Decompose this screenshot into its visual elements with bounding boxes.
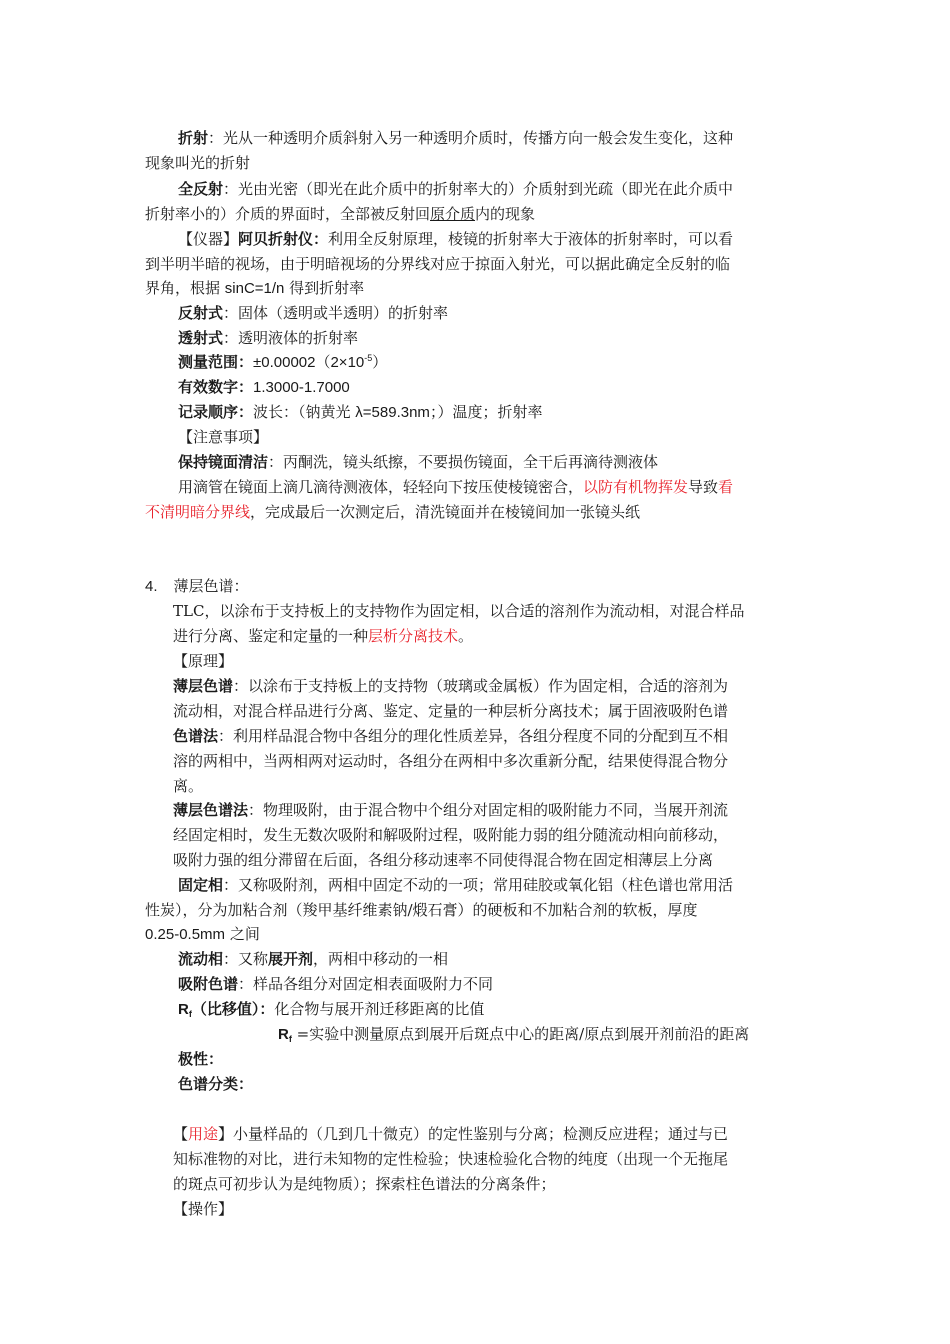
rf-subscript: f (188, 1009, 192, 1019)
rf-formula: =实验中测量原点到展开后斑点中心的距离/原点到展开剂前沿的距离 (291, 1025, 750, 1043)
keep-clean-colon: ： (268, 453, 284, 471)
total-reflection-line-1 (178, 177, 733, 201)
tlc-method-def-2: 经固定相时，发生无数次吸附和解吸附过程，吸附能力弱的组分随流动相向前移动， (173, 826, 729, 844)
tlc-intro-2a: 进行分离、鉴定和定量的一种 (173, 627, 369, 645)
instrument-line-3 (145, 276, 364, 300)
total-reflection-colon: ： (223, 180, 239, 198)
refraction-colon: ： (208, 129, 224, 147)
record-order-label: 记录顺序： (178, 403, 254, 421)
usage-text-2b: ，完成最后一次测定后，清洗镜面并在棱镜间加一张镜头纸 (250, 503, 641, 521)
stationary-def-1: ：又称吸附剂，两相中固定不动的一项；常用硅胶或氧化铝（柱色谱也常用活 (223, 876, 734, 894)
sig-digits-value: 1.3000-1.7000 (253, 379, 350, 396)
stationary-def-2: 性炭），分为加粘合剂（羧甲基纤维素钠/煅石膏）的硬板和不加粘合剂的软板，厚度 (145, 901, 698, 919)
stationary-thickness: 0.25-0.5mm (145, 926, 226, 943)
record-order-value-a: 波长：（钠黄光 (253, 403, 356, 421)
instrument-text-3c: 得到折射率 (284, 279, 365, 297)
polarity-line (178, 1047, 223, 1071)
mobile-def-c: ，两相中移动的一相 (313, 950, 449, 968)
sig-digits-line (178, 375, 350, 399)
mobile-label: 流动相 (178, 950, 224, 968)
notes-heading-line (178, 425, 268, 449)
instrument-text-1: 利用全反射原理，棱镜的折射率大于液体的折射率时，可以看 (328, 230, 734, 248)
usage-highlight-1: 以防有机物挥发 (583, 478, 689, 496)
usage-highlight-2: 看 (718, 478, 734, 496)
tlc-title: 薄层色谱： (173, 577, 249, 595)
tlc-method-line-1 (173, 798, 728, 822)
use-close: 】 (218, 1125, 234, 1143)
stationary-line-1 (178, 873, 733, 897)
transmissive-colon: ： (223, 329, 239, 347)
total-reflection-line-2 (145, 202, 535, 226)
measure-range-close: ） (372, 353, 388, 371)
classification-label: 色谱分类： (178, 1075, 254, 1093)
rf-label: （比移值）： (191, 1000, 275, 1018)
tlc-number: 4. (145, 578, 158, 595)
stationary-label: 固定相 (178, 876, 224, 894)
reflective-label: 反射式 (178, 304, 224, 322)
chrom-def-line-2 (173, 749, 728, 773)
chrom-def-3: 离。 (173, 777, 204, 795)
tlc-method-def-1: ：物理吸附，由于混合物中个组分对固定相的吸附能力不同，当展开剂流 (248, 801, 729, 819)
rf-formula-symbol: R (278, 1026, 289, 1043)
instrument-line-2 (145, 252, 730, 276)
measure-range-value: ±0.00002（2×10 (253, 354, 365, 371)
measure-range-label: 测量范围： (178, 353, 254, 371)
classification-line (178, 1072, 253, 1096)
chrom-label: 色谱法 (173, 727, 219, 745)
keep-clean-label: 保持镜面清洁 (178, 453, 269, 471)
sig-digits-label: 有效数字： (178, 378, 254, 396)
instrument-text-3a: 界角，根据 (145, 279, 225, 297)
adsorption-label: 吸附色谱 (178, 975, 239, 993)
rf-line (178, 997, 484, 1021)
usage-highlight-3: 不清明暗分界线 (145, 503, 251, 521)
chrom-def-line-1 (173, 724, 728, 748)
use-line-3 (173, 1172, 556, 1196)
tlc-def-1: ：以涂布于支持板上的支持物（玻璃或金属板）作为固定相，合适的溶剂为 (233, 677, 729, 695)
total-reflection-def-2c: 内的现象 (475, 205, 536, 223)
record-order-line (178, 400, 542, 424)
keep-clean-line (178, 450, 658, 474)
tlc-label: 薄层色谱 (173, 677, 234, 695)
transmissive-line (178, 326, 358, 350)
transmissive-value: 透明液体的折射率 (238, 329, 359, 347)
tlc-method-def-3: 吸附力强的组分滞留在后面，各组分移动速率不同使得混合物在固定相薄层上分离 (173, 851, 714, 869)
refraction-term: 折射 (178, 129, 209, 147)
tlc-intro-line-1 (173, 599, 744, 623)
use-word: 用途 (188, 1125, 219, 1143)
usage-line-2 (145, 500, 640, 524)
reflective-colon: ： (223, 304, 239, 322)
tlc-method-line-3 (173, 848, 713, 872)
tlc-intro-2c: 。 (458, 627, 474, 645)
mobile-def-a: ：又称 (223, 950, 269, 968)
stationary-line-3 (145, 922, 260, 946)
tlc-intro-highlight: 层析分离技术 (368, 627, 459, 645)
tlc-intro-1: TLC，以涂布于支持板上的支持物作为固定相，以合适的溶剂作为流动相，对混合样品 (173, 602, 745, 620)
principle-heading: 【原理】 (173, 652, 234, 670)
stationary-def-3b: 之间 (225, 925, 260, 943)
use-line-1 (173, 1122, 728, 1146)
instrument-text-2: 到半明半暗的视场，由于明暗视场的分界线对应于掠面入射光，可以据此确定全反射的临 (145, 255, 731, 273)
chrom-def-2: 溶的两相中，当两相两对运动时，各组分在两相中多次重新分配，结果使得混合物分 (173, 752, 729, 770)
use-line-2 (173, 1147, 728, 1171)
tlc-method-line-2 (173, 823, 728, 847)
instrument-line-1 (178, 227, 733, 251)
measure-range-line (178, 350, 387, 374)
use-text-2: 知标准物的对比，进行未知物的定性检验；快速检验化合物的纯度（出现一个无拖尾 (173, 1150, 729, 1168)
rf-formula-line (278, 1022, 749, 1046)
usage-text-1c: 导致 (688, 478, 719, 496)
mobile-line (178, 947, 448, 971)
measure-range-exponent: -5 (364, 353, 373, 363)
tlc-method-label: 薄层色谱法 (173, 801, 249, 819)
instrument-name: 阿贝折射仪： (238, 230, 329, 248)
reflective-value: 固体（透明或半透明）的折射率 (238, 304, 449, 322)
usage-text-1a: 用滴管在镜面上滴几滴待测液体，轻轻向下按压使棱镜密合， (178, 478, 584, 496)
use-text-1: 小量样品的（几到几十微克）的定性鉴别与分离；检测反应进程；通过与已 (233, 1125, 729, 1143)
original-medium-link[interactable]: 原介质 (430, 205, 476, 223)
record-order-value-c: ；）温度；折射率 (429, 403, 543, 421)
operation-heading: 【操作】 (173, 1200, 234, 1218)
mobile-def-b: 展开剂 (268, 950, 314, 968)
instrument-formula: sinC=1/n (224, 280, 285, 297)
refraction-def-1: 光从一种透明介质斜射入另一种透明介质时，传播方向一般会发生变化，这种 (223, 129, 734, 147)
stationary-line-2 (145, 898, 698, 922)
record-order-wavelength: λ=589.3nm (355, 404, 430, 421)
total-reflection-def-2a: 折射率小的）介质的界面时，全部被反射回 (145, 205, 431, 223)
operation-heading-line (173, 1197, 233, 1221)
transmissive-label: 透射式 (178, 329, 224, 347)
rf-def: 化合物与展开剂迁移距离的比值 (274, 1000, 485, 1018)
refraction-line-2 (145, 151, 250, 175)
notes-heading: 【注意事项】 (178, 428, 269, 446)
polarity-label: 极性： (178, 1050, 224, 1068)
total-reflection-def-1: 光由光密（即光在此介质中的折射率大的）介质射到光疏（即光在此介质中 (238, 180, 734, 198)
chrom-def-1: ：利用样品混合物中各组分的理化性质差异，各组分程度不同的分配到互不相 (218, 727, 729, 745)
principle-heading-line (173, 649, 233, 673)
total-reflection-term: 全反射 (178, 180, 224, 198)
refraction-line-1 (178, 126, 733, 150)
use-open: 【 (173, 1125, 189, 1143)
reflective-line (178, 301, 448, 325)
rf-symbol: R (178, 1001, 189, 1018)
tlc-def-2: 流动相，对混合样品进行分离、鉴定、定量的一种层析分离技术；属于固液吸附色谱 (173, 702, 729, 720)
refraction-def-2: 现象叫光的折射 (145, 154, 251, 172)
usage-line-1 (178, 475, 733, 499)
tlc-def-line-2 (173, 699, 728, 723)
tlc-intro-line-2 (173, 624, 473, 648)
use-text-3: 的斑点可初步认为是纯物质）；探索柱色谱法的分离条件； (173, 1175, 556, 1193)
adsorption-line (178, 972, 493, 996)
keep-clean-value: 丙酮洗，镜头纸擦，不要损伤镜面，全干后再滴待测液体 (283, 453, 659, 471)
adsorption-def: ：样品各组分对固定相表面吸附力不同 (238, 975, 494, 993)
tlc-def-line-1 (173, 674, 728, 698)
rf-formula-subscript: f (288, 1034, 292, 1044)
chrom-def-line-3 (173, 774, 203, 798)
tlc-title-line (145, 574, 249, 598)
instrument-bracket: 【仪器】 (178, 230, 239, 248)
